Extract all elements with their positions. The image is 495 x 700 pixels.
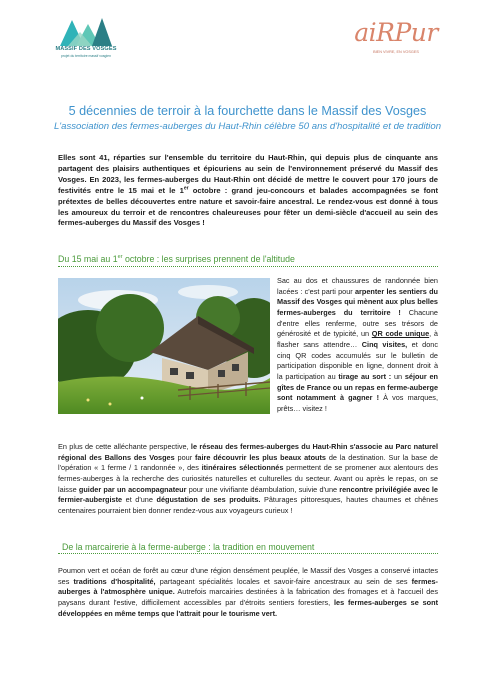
text-run: Pâturages pittoresques, hautes chaumes et chênes centenaires pourraient bien donner rendez-vous aux voyageurs curieux ! (58, 495, 438, 515)
section-heading-surprises (58, 254, 295, 264)
intro-paragraph (58, 153, 438, 229)
text-run-bold: séjour en gîtes de France ou un repas en ferme-auberge sont notamment à gagner ! (277, 371, 438, 403)
farm-inn-photo (58, 278, 270, 414)
text-run-bold: le réseau des fermes-auberges du Haut-Rhin s'associe au Parc naturel régional des Ballons des Vosges (58, 442, 438, 462)
airpur-tagline: BIEN VIVRE, EN VOSGES (373, 50, 419, 54)
section2-paragraph (58, 566, 438, 619)
text-run: pour (174, 452, 195, 462)
text-run-bold: faire découvrir les plus beaux atouts (194, 452, 326, 462)
massif-des-vosges-logo (50, 14, 122, 66)
intro-superscript: er (183, 185, 189, 192)
logo-brand-text: MASSIF DES VOSGES (55, 46, 117, 52)
text-run-bold: tirage au sort : (338, 371, 392, 381)
text-run-bold: rencontre privilégiée avec le fermier-aubergiste (58, 484, 438, 505)
section-divider (58, 266, 438, 267)
airpur-wordmark: aiRPur (354, 18, 438, 47)
text-run-bold: Cinq visites, (361, 339, 408, 349)
text-run-bold: arpenter les sentiers du Massif des Vosges qui mènent aux plus belles fermes-auberges du territoire ! (277, 286, 438, 317)
farm-landscape-image (58, 278, 270, 414)
qr-code-emphasis: QR code unique (371, 329, 430, 339)
section1-paragraph (58, 442, 438, 517)
logo-brand-subtitle: projet du territoire massif vosgien (61, 54, 111, 58)
text-run-bold: itinéraires sélectionnés (201, 463, 284, 473)
text-run-bold: guider par un accompagnateur (78, 484, 187, 494)
text-run: À vos marques, prêts… visitez ! (277, 393, 438, 413)
text-run: Poumon vert et océan de forêt au cœur d'une région densément peuplée, le Massif des Vosges a conservé intactes ses (58, 566, 438, 586)
text-run: Chacune d'entre elles renferme, outre ses trésors de générosité et de typicité, un (277, 307, 438, 339)
text-run: Sac au dos et chaussures de randonnée bien lacées : c'est parti pour (277, 276, 438, 296)
text-run: Autrefois marcairies destinées à la fabrication des fromages et à l'accueil des paysans durant l'estive, difficilement accessibles par d'étroits sentiers forestiers, (58, 587, 438, 607)
text-run: et d'une (122, 495, 157, 505)
heading-part-b: octobre : les surprises prennent de l'altitude (122, 254, 295, 264)
section-heading-tradition: De la marcairerie à la ferme-auberge : la tradition en mouvement (62, 542, 315, 552)
mountains-icon (50, 14, 122, 48)
page-title: 5 décennies de terroir à la fourchette dans le Massif des Vosges (68, 104, 427, 118)
text-run: pour une vivifiante déambulation, suivie d'une (186, 484, 340, 494)
page-subtitle: L'association des fermes-auberges du Haut-Rhin célèbre 50 ans d'hospitalité et de tradition (53, 121, 442, 132)
heading-superscript: er (117, 254, 123, 261)
text-run: et donc cinq QR codes accumulés sur le bulletin de participation disponible en ligne, donnent droit à la participation au (277, 339, 439, 381)
text-run: En plus de cette alléchante perspective, (58, 442, 191, 451)
text-run-bold: dégustation de ses produits. (156, 495, 261, 505)
text-run: de la destination. Sur la base de l'opération « 1 ferme / 1 randonnée », des (58, 452, 438, 473)
text-run: , à flasher sans attendre… (277, 329, 438, 349)
airpur-logo (350, 18, 442, 64)
section-divider (58, 553, 438, 554)
text-run: permettent de se promener aux alentours des fermes-auberges à la recherche des curiosités naturelles et culturelles du secteur. Avant ou après le repas, on se laisse (58, 463, 438, 494)
text-run-bold: traditions d'hospitalité, (73, 576, 156, 586)
text-run: partageant spécialités locales et savoir-faire ancestraux au sein de ses (155, 576, 412, 586)
text-run-bold: fermes-auberges à l'atmosphère unique. (58, 576, 438, 597)
text-run-bold: les fermes-auberges se sont développées en même temps que l'attrait pour le tourisme vert. (58, 597, 438, 618)
section1-side-text (277, 276, 438, 415)
text-run: un (391, 371, 405, 381)
intro-text-part1: Elles sont 41, réparties sur l'ensemble du territoire du Haut-Rhin, qui depuis plus de cinquante ans partagent des plaisirs authentiques et épicuriens au sein de l'environnement préservé du Massif des Vosges. En 2023, les fermes-auberges du Haut-Rhin ont décidé de mettre le couvert pour 170 jours de festivités entre le 15 mai et le 1 (58, 153, 438, 195)
heading-part-a: Du 15 mai au 1 (58, 254, 118, 264)
intro-text-part2: octobre : grand jeu-concours et balades accompagnées se font prétextes de belles découvertes entre nature et savoir-faire ancestral. Le rendez-vous est donné à tous les amoureux du terroir et de rencontres chaleureuses pour fêter un demi-siècle d'accueil au sein des fermes-auberges du Massif des Vosges ! (58, 185, 438, 228)
